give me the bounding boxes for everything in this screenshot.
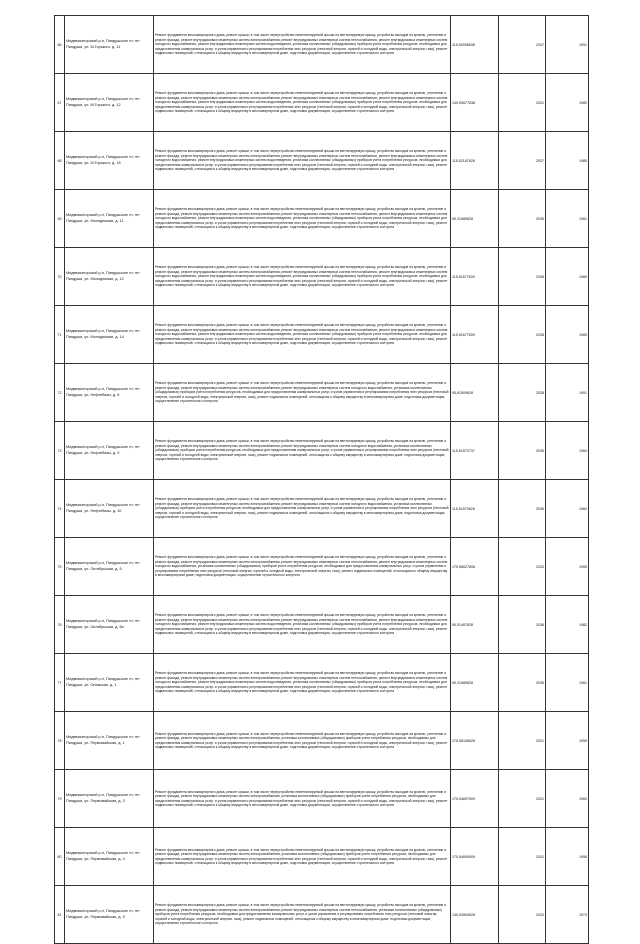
row-number: 78 [55, 712, 65, 770]
repair-year: 2038 [499, 364, 546, 422]
repair-year: 2037 [499, 132, 546, 190]
row-number: 69 [55, 190, 65, 248]
cost-value: 175,54699509 [451, 828, 499, 886]
row-number: 76 [55, 596, 65, 654]
row-number: 81 [55, 886, 65, 944]
commission-year: 1991 [546, 16, 589, 74]
repair-year: 2038 [499, 306, 546, 364]
row-number: 68 [55, 132, 65, 190]
table-row [55, 886, 589, 944]
repair-work-list: Ремонт фундамента многоквартирного дома, ремонт крыши, в том числе переустройство невентилируемой крыши на вентилируемую крышу, устройство выходов на кровлю, утепление и ремонт фасада, ремонт внутридомовых инженерных систем электроснабжения, ремонт внутридомовых инженерных систем теплоснабжения, ремонт внутридомовых инженерных систем холодного водоснабжения, ремонт внутридомовых инженерных систем водоотведения, установка коллективных (общедомовых) приборов учета потребления ресурсов, необходимых для предоставления коммунальных услуг, и узлов управления и регулирования потребления этих ресурсов (тепловой энергии, горячей и холодной воды, электрической энергии, газа), ремонт подвальных помещений, относящихся к общему имуществу в многоквартирном доме, подготовка документации, осуществление строительного контроля [154, 248, 451, 306]
row-number: 80 [55, 828, 65, 886]
repair-year: 2031 [499, 712, 546, 770]
repair-year: 2036 [499, 422, 546, 480]
capital-repair-table [54, 15, 589, 944]
row-number: 71 [55, 306, 65, 364]
repair-work-list: Ремонт фундамента многоквартирного дома, ремонт крыши, в том числе переустройство невентилируемой крыши на вентилируемую крышу, устройство выходов на кровлю, утепление и ремонт фасада, ремонт внутридомовых инженерных систем электроснабжения, установка коллективных (общедомовых) приборов учета потребления ресурсов, необходимых для предоставления коммунальных услуг, и узлов управления и регулирования потребления этих ресурсов (тепловой энергии, горячей и холодной воды, электрической энергии, газа), ремонт подвальных помещений, относящихся к общему имуществу в многоквартирном доме, подготовка документации, осуществление строительного контроля [154, 770, 451, 828]
repair-work-list: Ремонт фундамента многоквартирного дома, ремонт крыши, в том числе переустройство невентилируемой крыши на вентилируемую крышу, устройство выходов на кровлю, утепление и ремонт фасада, ремонт внутридомовых инженерных систем электроснабжения, ремонт внутридомовых инженерных систем холодного водоснабжения, установка коллективных (общедомовых) приборов учета потребления ресурсов, необходимых для предоставления коммунальных услуг, и узлов управления и регулирования потребления этих ресурсов (тепловой энергии, горячей и холодной воды, электрической энергии, газа), ремонт подвальных помещений, относящихся к общему имуществу в многоквартирном доме, подготовка документации, осуществление строительного контроля [154, 364, 451, 422]
commission-year: 1973 [546, 886, 589, 944]
row-number: 79 [55, 770, 65, 828]
repair-work-list: Ремонт фундамента многоквартирного дома, ремонт крыши, в том числе переустройство невентилируемой крыши на вентилируемую крышу, устройство выходов на кровлю, утепление и ремонт фасада, ремонт внутридомовых инженерных систем электроснабжения, установка коллективных (общедомовых) приборов учета потребления ресурсов, необходимых для предоставления коммунальных услуг, и узлов управления и регулирования потребления этих ресурсов (тепловой энергии, горячей и холодной воды, электрической энергии, газа), ремонт подвальных помещений, относящихся к общему имуществу в многоквартирном доме, подготовка документации, осуществление строительного контроля [154, 828, 451, 886]
cost-value: 95,81509828 [451, 364, 499, 422]
repair-year: 2036 [499, 480, 546, 538]
repair-year: 2037 [499, 16, 546, 74]
commission-year: 1985 [546, 306, 589, 364]
row-number: 75 [55, 538, 65, 596]
table-row [55, 16, 589, 74]
house-address: Медвежьегорский р-н, Пиндушское гп, пгт Пиндуши, ул. М.Горького, д. 12 [65, 74, 154, 132]
cost-value: 175,56627808 [451, 538, 499, 596]
cost-value: 95,31589828 [451, 654, 499, 712]
row-number: 67 [55, 74, 65, 132]
commission-year: 1981 [546, 654, 589, 712]
house-address: Медвежьегорский р-н, Пиндушское гп, пгт Пиндуши, ул. Онежская, д. 1 [65, 654, 154, 712]
repair-work-list: Ремонт фундамента многоквартирного дома, ремонт крыши, в том числе переустройство невентилируемой крыши на вентилируемую крышу, устройство выходов на кровлю, утепление и ремонт фасада, ремонт внутридомовых инженерных систем электроснабжения, ремонт внутридомовых инженерных систем теплоснабжения, ремонт внутридомовых инженерных систем холодного водоснабжения, ремонт внутридомовых инженерных систем водоотведения, установка коллективных (общедомовых) приборов учета потребления ресурсов, необходимых для предоставления коммунальных услуг, и узлов управления и регулирования потребления этих ресурсов (тепловой энергии, горячей и холодной воды, электрической энергии, газа), ремонт подвальных помещений, относящихся к общему имуществу в многоквартирном доме, подготовка документации, осуществление строительного контроля [154, 132, 451, 190]
table-body [55, 16, 589, 944]
table-row [55, 770, 589, 828]
table-row [55, 248, 589, 306]
commission-year: 1981 [546, 190, 589, 248]
house-address: Медвежьегорский р-н, Пиндушское гп, пгт Пиндуши, ул. Первомайская, д. 5 [65, 886, 154, 944]
house-address: Медвежьегорский р-н, Пиндушское гп, пгт Пиндуши, ул. Первомайская, д. 1 [65, 712, 154, 770]
house-address: Медвежьегорский р-н, Пиндушское гп, пгт Пиндуши, ул. Молодежная, д. 14 [65, 306, 154, 364]
table-row [55, 828, 589, 886]
commission-year: 1984 [546, 422, 589, 480]
repair-work-list: Ремонт фундамента многоквартирного дома, ремонт крыши, в том числе переустройство невентилируемой крыши на вентилируемую крышу, устройство выходов на кровлю, утепление и ремонт фасада, ремонт внутридомовых инженерных систем электроснабжения, ремонт внутридомовых инженерных систем теплоснабжения, ремонт внутридомовых инженерных систем холодного водоснабжения, ремонт внутридомовых инженерных систем водоотведения, установка коллективных (общедомовых) приборов учета потребления ресурсов, необходимых для предоставления коммунальных услуг, и узлов управления и регулирования потребления этих ресурсов (тепловой энергии, горячей и холодной воды, электрической энергии, газа), ремонт подвальных помещений, относящихся к общему имуществу в многоквартирном доме, подготовка документации, осуществление строительного контроля [154, 74, 451, 132]
repair-work-list: Ремонт фундамента многоквартирного дома, ремонт крыши, в том числе переустройство невентилируемой крыши на вентилируемую крышу, устройство выходов на кровлю, утепление и ремонт фасада, ремонт внутридомовых инженерных систем электроснабжения, установка коллективных (общедомовых) приборов учета потребления ресурсов, необходимых для предоставления коммунальных услуг, и узлов управления и регулирования потребления этих ресурсов (тепловой энергии, горячей и холодной воды, электрической энергии, газа), ремонт подвальных помещений, относящихся к общему имуществу в многоквартирном доме, подготовка документации, осуществление строительного контроля [154, 712, 451, 770]
repair-work-list: Ремонт фундамента многоквартирного дома, ремонт крыши, в том числе переустройство невентилируемой крыши на вентилируемую крышу, устройство выходов на кровлю, утепление и ремонт фасада, ремонт внутридомовых инженерных систем электроснабжения, ремонт внутридомовых инженерных систем теплоснабжения, ремонт внутридомовых инженерных систем холодного водоснабжения, ремонт внутридомовых инженерных систем водоотведения, установка коллективных (общедомовых) приборов учета потребления ресурсов, необходимых для предоставления коммунальных услуг, и узлов управления и регулирования потребления этих ресурсов (тепловой энергии, горячей и холодной воды, электрической энергии, газа), ремонт подвальных помещений, относящихся к общему имуществу в многоквартирном доме, подготовка документации, осуществление строительного контроля [154, 16, 451, 74]
table-row [55, 712, 589, 770]
commission-year: 1985 [546, 132, 589, 190]
house-address: Медвежьегорский р-н, Пиндушское гп, пгт Пиндуши, ул. Молодежная, д. 12 [65, 248, 154, 306]
commission-year: 1958 [546, 828, 589, 886]
cost-value: 95,31589828 [451, 190, 499, 248]
house-address: Медвежьегорский р-н, Пиндушское гп, пгт Пиндуши, ул. Молодежная, д. 11 [65, 190, 154, 248]
house-address: Медвежьегорский р-н, Пиндушское гп, пгт Пиндуши, ул. Октябрьская, д. 5а [65, 596, 154, 654]
commission-year: 1982 [546, 596, 589, 654]
row-number: 74 [55, 480, 65, 538]
row-number: 66 [55, 16, 65, 74]
repair-work-list: Ремонт фундамента многоквартирного дома, ремонт крыши, в том числе переустройство невентилируемой крыши на вентилируемую крышу, устройство выходов на кровлю, утепление и ремонт фасада, ремонт внутридомовых инженерных систем электроснабжения, ремонт внутридомовых инженерных систем теплоснабжения, ремонт внутридомовых инженерных систем холодного водоснабжения, ремонт внутридомовых инженерных систем водоотведения, установка коллективных (общедомовых) приборов учета потребления ресурсов, необходимых для предоставления коммунальных услуг, и узлов управления и регулирования потребления этих ресурсов (тепловой энергии, горячей и холодной воды, электрической энергии, газа), ремонт подвальных помещений, относящихся к общему имуществу в многоквартирном доме, подготовка документации, осуществление строительного контроля [154, 306, 451, 364]
repair-work-list: Ремонт фундамента многоквартирного дома, ремонт крыши, в том числе переустройство невентилируемой крыши на вентилируемую крышу, устройство выходов на кровлю, утепление и ремонт фасада, ремонт внутридомовых инженерных систем электроснабжения, ремонт внутридомовых инженерных систем теплоснабжения, ремонт внутридомовых инженерных систем холодного водоснабжения, ремонт внутридомовых инженерных систем водоотведения, установка коллективных (общедомовых) приборов учета потребления ресурсов, необходимых для предоставления коммунальных услуг, и узлов управления и регулирования потребления этих ресурсов (тепловой энергии, горячей и холодной воды, электрической энергии, газа), ремонт подвальных помещений, относящихся к общему имуществу в многоквартирном доме, подготовка документации, осуществление строительного контроля [154, 596, 451, 654]
row-number: 77 [55, 654, 65, 712]
repair-year: 2033 [499, 886, 546, 944]
house-address: Медвежьегорский р-н, Пиндушское гп, пгт Пиндуши, ул. Нефтебазы, д. 10 [65, 480, 154, 538]
house-address: Медвежьегорский р-н, Пиндушское гп, пгт Пиндуши, ул. Первомайская, д. 3 [65, 770, 154, 828]
house-address: Медвежьегорский р-н, Пиндушское гп, пгт Пиндуши, ул. Первомайская, д. 4 [65, 828, 154, 886]
repair-year: 2033 [499, 538, 546, 596]
house-address: Медвежьегорский р-н, Пиндушское гп, пгт Пиндуши, ул. Нефтебазы, д. 9 [65, 422, 154, 480]
table-row [55, 364, 589, 422]
cost-value: 115,50098638 [451, 16, 499, 74]
repair-year: 2036 [499, 596, 546, 654]
table-row [55, 306, 589, 364]
repair-work-list: Ремонт фундамента многоквартирного дома, ремонт крыши, в том числе переустройство невентилируемой крыши на вентилируемую крышу, устройство выходов на кровлю, утепление и ремонт фасада, ремонт внутридомовых инженерных систем электроснабжения, ремонт внутридомовых инженерных систем холодного водоснабжения, установка коллективных (общедомовых) приборов учета потребления ресурсов, необходимых для предоставления коммунальных услуг, и узлов управления и регулирования потребления этих ресурсов (тепловой энергии, горячей и холодной воды, электрической энергии, газа), ремонт подвальных помещений, относящихся к общему имуществу в многоквартирном доме, подготовка документации, осуществление строительного контроля [154, 422, 451, 480]
table-row [55, 190, 589, 248]
row-number: 73 [55, 422, 65, 480]
commission-year: 1991 [546, 364, 589, 422]
commission-year: 1955 [546, 538, 589, 596]
house-address: Медвежьегорский р-н, Пиндушское гп, пгт Пиндуши, ул. М.Горького, д. 11 [65, 16, 154, 74]
cost-value: 115,51677639 [451, 248, 499, 306]
commission-year: 1985 [546, 248, 589, 306]
commission-year: 1980 [546, 74, 589, 132]
repair-work-list: Ремонт фундамента многоквартирного дома, ремонт крыши, в том числе переустройство невентилируемой крыши на вентилируемую крышу, устройство выходов на кровлю, утепление и ремонт фасада, ремонт внутридомовых инженерных систем электроснабжения, ремонт внутридомовых инженерных систем теплоснабжения, ремонт внутридомовых инженерных систем холодного водоснабжения, ремонт внутридомовых инженерных систем водоотведения, установка коллективных (общедомовых) приборов учета потребления ресурсов, необходимых для предоставления коммунальных услуг, и узлов управления и регулирования потребления этих ресурсов (тепловой энергии, горячей и холодной воды, электрической энергии, газа), ремонт подвальных помещений, относящихся к общему имуществу в многоквартирном доме, подготовка документации, осуществление строительного контроля [154, 654, 451, 712]
repair-work-list: Ремонт фундамента многоквартирного дома, ремонт крыши, в том числе переустройство невентилируемой крыши на вентилируемую крышу, устройство выходов на кровлю, утепление и ремонт фасада, ремонт внутридомовых инженерных систем электроснабжения, ремонт внутридомовых инженерных систем теплоснабжения, ремонт внутридомовых инженерных систем холодного водоснабжения, установка коллективных (общедомовых) приборов учета потребления ресурсов, необходимых для предоставления коммунальных услуг, и узлов управления и регулирования потребления этих ресурсов (тепловой энергии, горячей и холодной воды, электрической энергии, газа), ремонт подвальных помещений, относящихся к общему имуществу в многоквартирном доме, подготовка документации, осуществление строительного контроля [154, 538, 451, 596]
table-row [55, 422, 589, 480]
cost-value: 115,51570628 [451, 480, 499, 538]
house-address: Медвежьегорский р-н, Пиндушское гп, пгт Пиндуши, ул. Нефтебазы, д. 8 [65, 364, 154, 422]
row-number: 72 [55, 364, 65, 422]
table-row [55, 480, 589, 538]
repair-year: 2031 [499, 770, 546, 828]
table-row [55, 74, 589, 132]
house-address: Медвежьегорский р-н, Пиндушское гп, пгт Пиндуши, ул. Октябрьская, д. 5 [65, 538, 154, 596]
cost-value: 115,51677639 [451, 306, 499, 364]
repair-year: 2036 [499, 654, 546, 712]
repair-year: 2038 [499, 248, 546, 306]
table-row [55, 538, 589, 596]
house-address: Медвежьегорский р-н, Пиндушское гп, пгт Пиндуши, ул. М.Горького, д. 18 [65, 132, 154, 190]
repair-year: 2036 [499, 190, 546, 248]
repair-work-list: Ремонт фундамента многоквартирного дома, ремонт крыши, в том числе переустройство невентилируемой крыши на вентилируемую крышу, устройство выходов на кровлю, утепление и ремонт фасада, ремонт внутридомовых инженерных систем электроснабжения, ремонт внутридомовых инженерных систем холодного водоснабжения, установка коллективных (общедомовых) приборов учета потребления ресурсов, необходимых для предоставления коммунальных услуг, и узлов управления и регулирования потребления этих ресурсов (тепловой энергии, горячей и холодной воды, электрической энергии, газа), ремонт подвальных помещений, относящихся к общему имуществу в многоквартирном доме, подготовка документации, осуществление строительного контроля [154, 480, 451, 538]
row-number: 70 [55, 248, 65, 306]
table-row [55, 132, 589, 190]
cost-value: 135,50677638 [451, 74, 499, 132]
cost-value: 115,51570737 [451, 422, 499, 480]
table-row [55, 596, 589, 654]
commission-year: 1960 [546, 770, 589, 828]
cost-value: 115,52187628 [451, 132, 499, 190]
repair-work-list: Ремонт фундамента многоквартирного дома, ремонт крыши, в том числе переустройство невентилируемой крыши на вентилируемую крышу, устройство выходов на кровлю, утепление и ремонт фасада, ремонт внутридомовых инженерных систем электроснабжения, ремонт внутридомовых инженерных систем теплоснабжения, установка коллективных (общедомовых) приборов учета потребления ресурсов, необходимых для предоставления коммунальных услуг, и узлов управления и регулирования потребления этих ресурсов (тепловой энергии, горячей и холодной воды, электрической энергии, газа), ремонт подвальных помещений, относящихся к общему имуществу в многоквартирном доме, подготовка документации, осуществление строительного контроля [154, 886, 451, 944]
cost-value: 175,54697509 [451, 770, 499, 828]
repair-year: 2031 [499, 74, 546, 132]
cost-value: 175,56106628 [451, 712, 499, 770]
commission-year: 1984 [546, 480, 589, 538]
repair-year: 2031 [499, 828, 546, 886]
table-row [55, 654, 589, 712]
cost-value: 95,51467828 [451, 596, 499, 654]
repair-work-list: Ремонт фундамента многоквартирного дома, ремонт крыши, в том числе переустройство невентилируемой крыши на вентилируемую крышу, устройство выходов на кровлю, утепление и ремонт фасада, ремонт внутридомовых инженерных систем электроснабжения, ремонт внутридомовых инженерных систем теплоснабжения, ремонт внутридомовых инженерных систем холодного водоснабжения, ремонт внутридомовых инженерных систем водоотведения, установка коллективных (общедомовых) приборов учета потребления ресурсов, необходимых для предоставления коммунальных услуг, и узлов управления и регулирования потребления этих ресурсов (тепловой энергии, горячей и холодной воды, электрической энергии, газа), ремонт подвальных помещений, относящихся к общему имуществу в многоквартирном доме, подготовка документации, осуществление строительного контроля [154, 190, 451, 248]
cost-value: 135,52894628 [451, 886, 499, 944]
commission-year: 1959 [546, 712, 589, 770]
